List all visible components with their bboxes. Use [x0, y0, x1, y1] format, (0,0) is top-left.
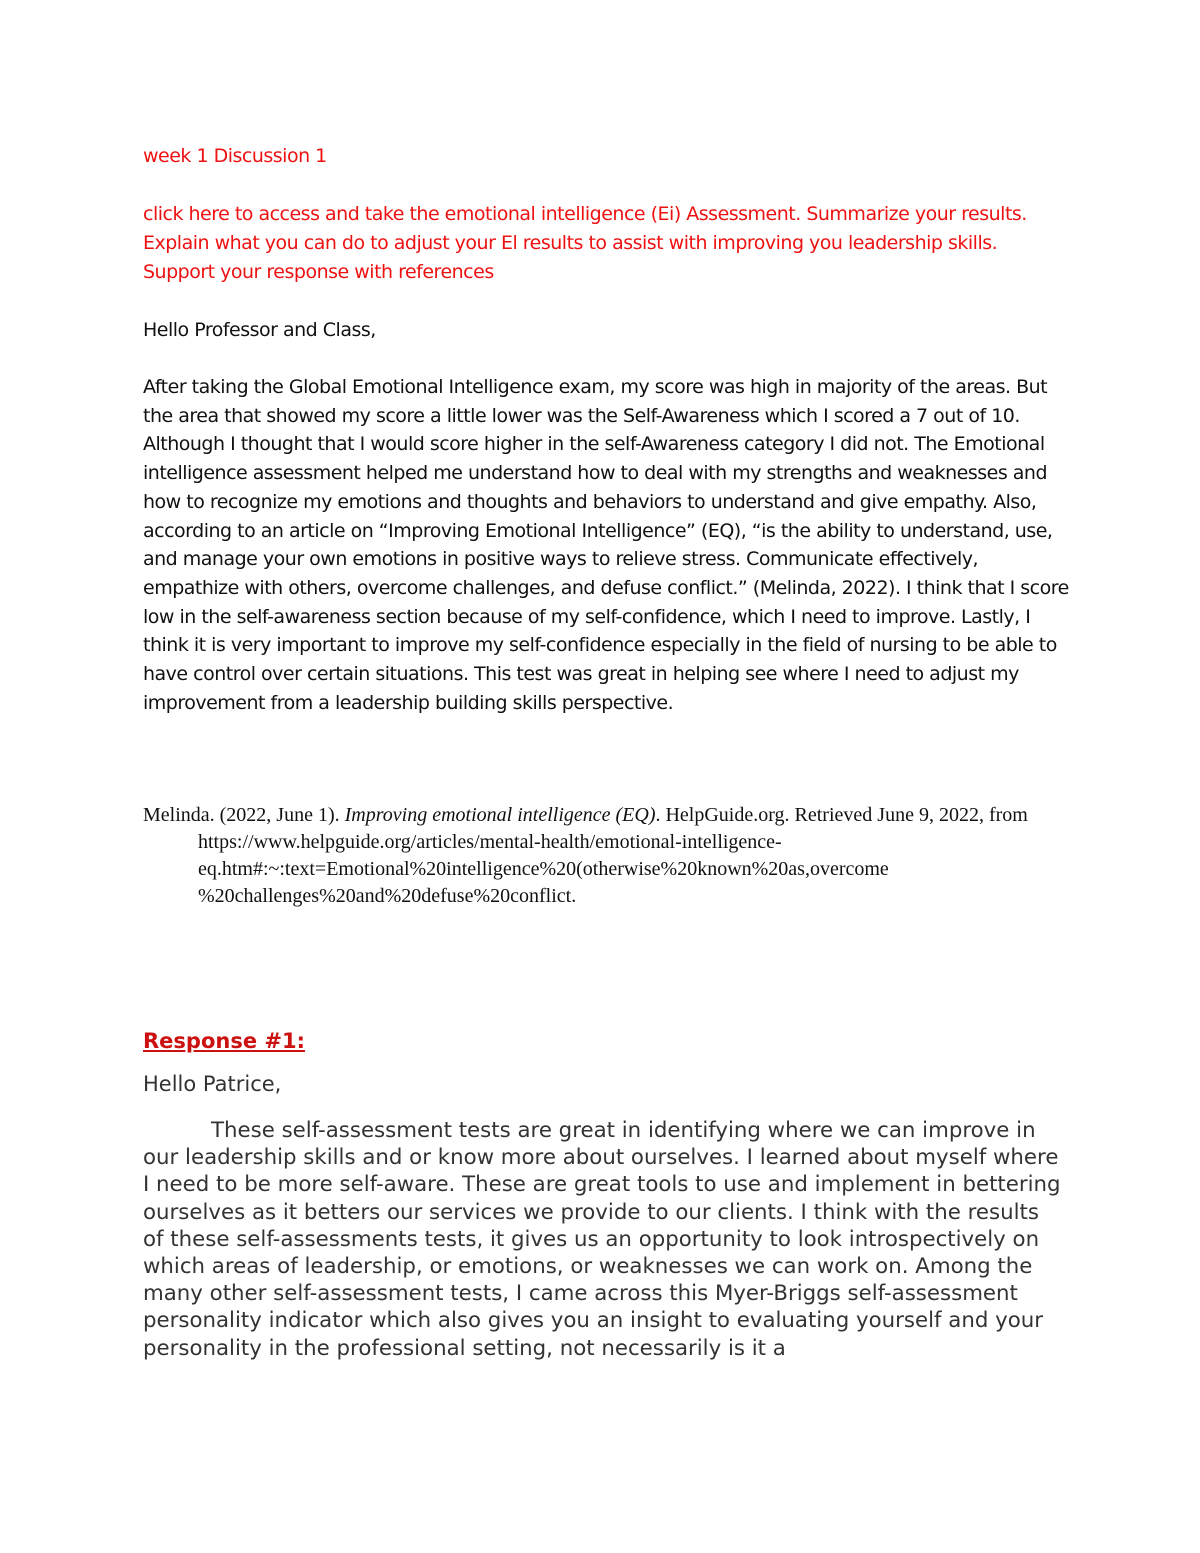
post-body: After taking the Global Emotional Intelligence exam, my score was high in majority of the areas. But the area that showed my score a little lower was the Self-Awareness which I scored a 7 out of 10. Although I thought that I would score higher in the self-Awareness category I did not. The Emotional intelligence assessment helped me understand how to deal with my strengths and weaknesses and how to recognize my emotions and thoughts and behaviors to understand and give empathy. Also, according to an article on “Improving Emotional Intelligence” (EQ), “is the ability to understand, use, and manage your own emotions in positive ways to relieve stress. Communicate effectively, empathize with others, overcome challenges, and defuse conflict.” (Melinda, 2022). I think that I score low in the self-awareness section because of my self-confidence, which I need to improve. Lastly, I think it is very important to improve my self-confidence especially in the field of nursing to be able to have control over certain situations. This test was great in helping see where I need to adjust my improvement from a leadership building skills perspective. [143, 376, 1069, 714]
response-greeting: Hello Patrice, [143, 1072, 282, 1096]
discussion-prompt: click here to access and take the emotional intelligence (Ei) Assessment. Summarize your results. Explain what you can do to adjust your El results to assist with improving you leadership skills. Support your response with references [143, 203, 1027, 283]
reference-source: . HelpGuide.org. Retrieved June 9, 2022, from https://www.helpguide.org/articles/mental-health/emotional-intelligence-eq.htm#:~:text=Emotional%20intelligence%20(otherwise%20known%20as,overcome %20challenges%20and%20defuse%20conflict. [198, 804, 1028, 907]
discussion-title: week 1 Discussion 1 [143, 145, 327, 167]
reference-citation [143, 802, 1058, 910]
response-heading: Response #1: [143, 1029, 305, 1053]
reference-title: Improving emotional intelligence (EQ) [344, 804, 656, 826]
reference-author-date: Melinda. (2022, June 1). [143, 804, 345, 826]
response-body: These self-assessment tests are great in identifying where we can improve in our leadership skills and or know more about ourselves. I learned about myself where I need to be more self-aware. These are great tools to use and implement in bettering ourselves as it betters our services we provide to our clients. I think with the results of these self-assessments tests, it gives us an opportunity to look introspectively on which areas of leadership, or emotions, or weaknesses we can work on. Among the many other self-assessment tests, I came across this Myer-Briggs self-assessment personality indicator which also gives you an insight to evaluating yourself and your personality in the professional setting, not necessarily is it a [143, 1118, 1061, 1361]
post-greeting: Hello Professor and Class, [143, 319, 376, 341]
